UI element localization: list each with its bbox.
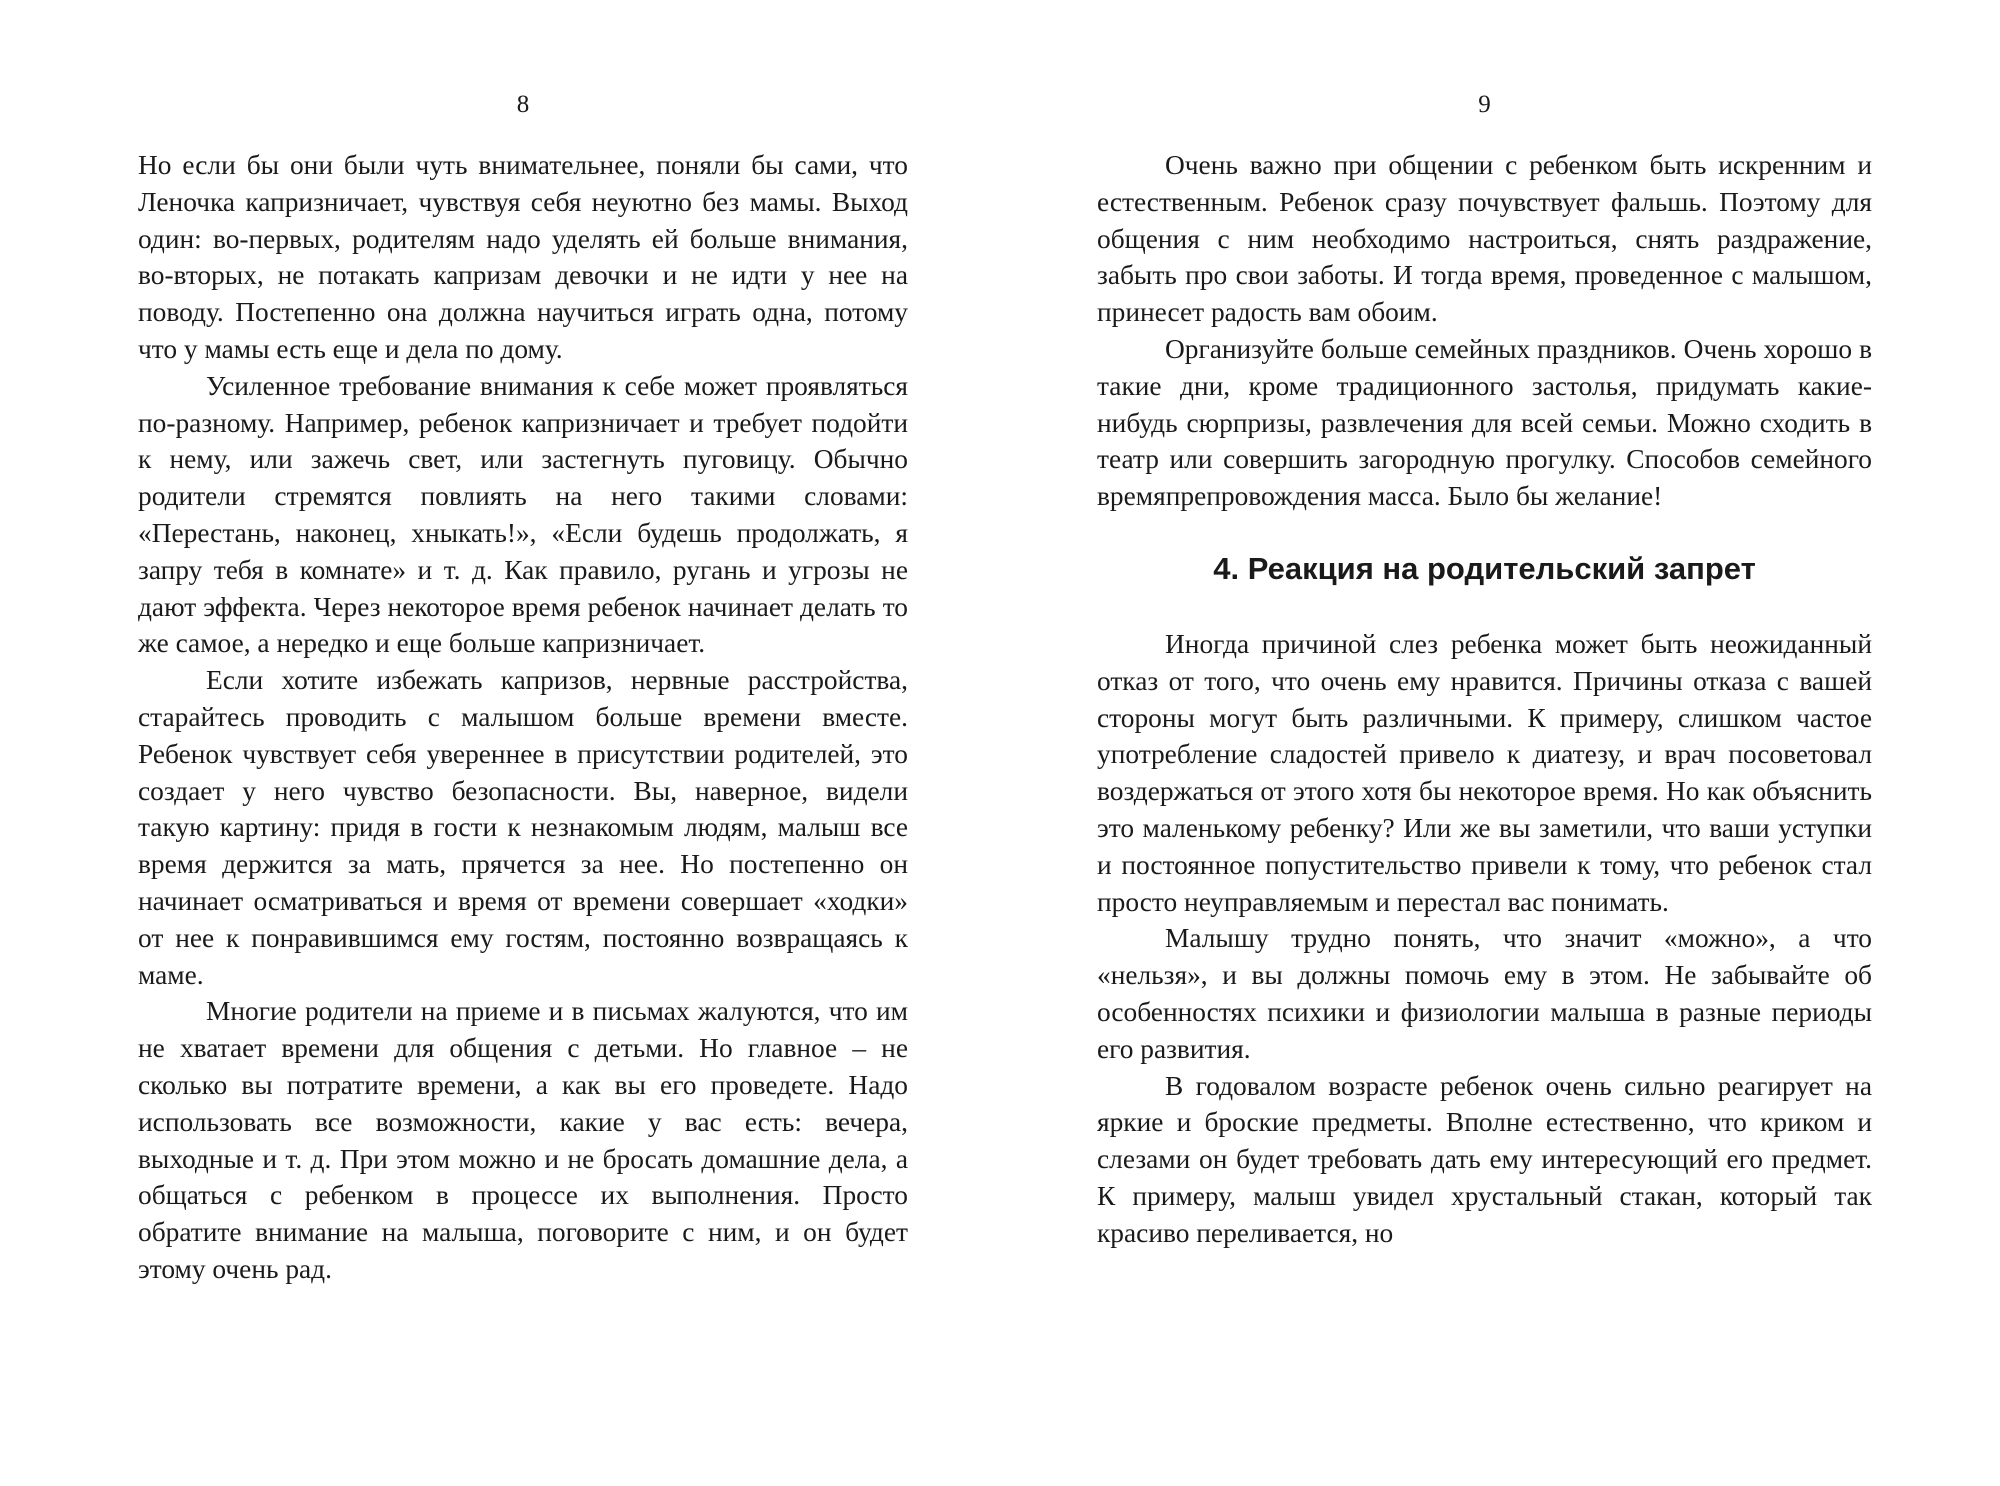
page-number: 8 — [516, 91, 530, 118]
page-number: 9 — [1478, 91, 1491, 118]
paragraph: Организуйте больше семейных праздников. Очень хорошо в такие дни, кроме традиционного застолья, придумать какие-нибудь сюрпризы, развлечения для всей семьи. Можно сходить в театр или совершить загородную прогулку. Способов семейного времяпрепровождения масса. Было бы желание! — [1097, 333, 1872, 512]
paragraph: Если хотите избежать капризов, нервные расстройства, старайтесь проводить с малышом больше времени вместе. Ребенок чувствует себя увереннее в присутствии родителей, это создает у него чувство безопасности. Вы, наверное, видели такую картину: придя в гости к незнакомым людям, малыш все время держится за мать, прячется за нее. Но постепенно он начинает осматриваться и время от времени совершает «ходки» от нее к понравившимся ему гостям, постоянно возвращаясь к маме. — [138, 665, 908, 990]
paragraph: Многие родители на приеме и в письмах жалуются, что им не хватает времени для общения с детьми. Но главное – не сколько вы потратите времени, а как вы его проведете. Надо использовать все возможности, какие у вас есть: вечера, выходные и т. д. При этом можно и не бросать домашние дела, а общаться с ребенком в процессе их выполнения. Просто обратите внимание на малыша, поговорите с ним, и он будет этому очень рад. — [138, 996, 908, 1284]
page-body — [1097, 147, 1872, 1252]
paragraph: Но если бы они были чуть внимательнее, поняли бы сами, что Леночка капризничает, чувствуя себя неуютно без мамы. Выход один: во-первых, родителям надо уделять ей больше внимания, во-вторых, не потакать капризам девочки и не идти у нее на поводу. Постепенно она должна научиться играть одна, потому что у мамы есть еще и дела по дому. — [138, 150, 908, 364]
paragraph: Усиленное требование внимания к себе может проявляться по-разному. Например, ребенок капризничает и требует подойти к нему, или зажечь свет, или застегнуть пуговицу. Обычно родители стремятся повлиять на него такими словами: «Перестань, наконец, хныкать!», «Если будешь продолжать, я запру тебя в комнате» и т. д. Как правило, ругань и угрозы не дают эффекта. Через некоторое время ребенок начинает делать то же самое, а нередко и еще больше капризничает. — [138, 370, 908, 659]
paragraph: В годовалом возрасте ребенок очень сильно реагирует на яркие и броские предметы. Вполне естественно, что криком и слезами он будет требовать дать ему интересующий его предмет. К примеру, малыш увидел хрустальный стакан, который так красиво переливается, но — [1097, 1070, 1872, 1248]
right-page — [1097, 0, 1872, 1486]
paragraph: Малышу трудно понять, что значит «можно», а что «нельзя», и вы должны помочь ему в этом. Не забывайте об особенностях психики и физиологии малыша в разные периоды его развития. — [1097, 923, 1872, 1064]
paragraph: Иногда причиной слез ребенка может быть неожиданный отказ от того, что очень ему нравится. Причины отказа с вашей стороны могут быть различными. К примеру, слишком частое употребление сладостей привело к диатезу, и врач посоветовал воздержаться от этого хотя бы некоторое время. Но как объяснить это маленькому ребенку? Или же вы заметили, что ваши уступки и постоянное попустительство привели к тому, что ребенок стал просто неуправляемым и перестал вас понимать. — [1097, 628, 1872, 917]
left-page — [138, 0, 908, 1486]
paragraph: Очень важно при общении с ребенком быть искренним и естественным. Ребенок сразу почувствует фальшь. Поэтому для общения с ним необходимо настроиться, снять раздражение, забыть про свои заботы. И тогда время, проведенное с малышом, принесет радость вам обоим. — [1097, 150, 1872, 328]
section-heading: 4. Реакция на родительский запрет — [1213, 550, 1756, 586]
page-body — [138, 147, 908, 1288]
